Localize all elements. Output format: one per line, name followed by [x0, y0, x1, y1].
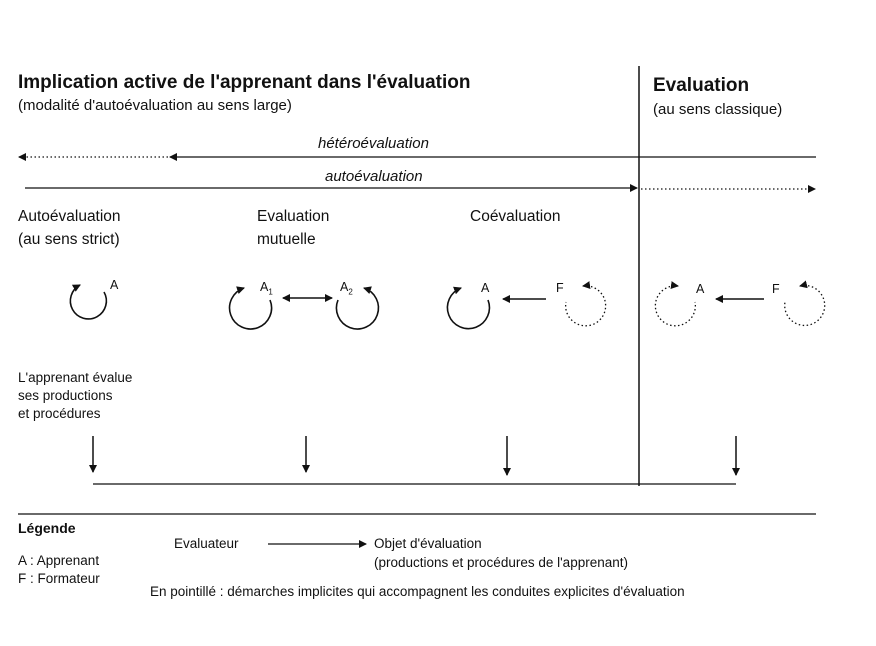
- node-a2-sub: 2: [348, 287, 353, 297]
- right-title: Evaluation: [653, 75, 750, 96]
- col-mutual-line1: Evaluation: [257, 208, 330, 225]
- description-line1: L'apprenant évalue: [18, 370, 133, 385]
- node-classic-f: F: [772, 282, 780, 296]
- loop-classic-f: [785, 285, 825, 325]
- left-subtitle: (modalité d'autoévaluation au sens large): [18, 97, 292, 114]
- loop-coeval-f: [566, 286, 606, 326]
- node-a2-base: A: [340, 280, 349, 294]
- node-classic-a: A: [696, 282, 705, 296]
- col-mutual-line2: mutuelle: [257, 231, 316, 248]
- node-a1: [260, 280, 273, 297]
- node-a1-sub: 1: [268, 287, 273, 297]
- right-subtitle: (au sens classique): [653, 101, 783, 118]
- node-coeval-f: F: [556, 281, 564, 295]
- node-auto-a: A: [110, 278, 119, 292]
- description-line2: ses productions: [18, 388, 113, 403]
- description-line3: et procédures: [18, 406, 101, 421]
- legend-formateur: F : Formateur: [18, 571, 100, 586]
- legend-evaluateur: Evaluateur: [174, 536, 239, 551]
- col-coevaluation: Coévaluation: [470, 208, 561, 225]
- legend-objet-detail: (productions et procédures de l'apprenant): [374, 555, 628, 570]
- legend-title: Légende: [18, 520, 76, 536]
- loop-auto-a: [70, 285, 106, 319]
- legend-apprenant: A : Apprenant: [18, 553, 100, 568]
- node-a1-base: A: [260, 280, 269, 294]
- auto-label: autoévaluation: [325, 168, 423, 185]
- legend-pointille: En pointillé : démarches implicites qui accompagnent les conduites explicites d'évaluation: [150, 584, 685, 599]
- left-title: Implication active de l'apprenant dans l'évaluation: [18, 72, 471, 93]
- col-auto-strict-line1: Autoévaluation: [18, 208, 121, 225]
- node-coeval-a: A: [481, 281, 490, 295]
- legend-objet: Objet d'évaluation: [374, 536, 482, 551]
- loop-classic-a: [655, 286, 695, 326]
- col-auto-strict-line2: (au sens strict): [18, 231, 120, 248]
- node-a2: [340, 280, 353, 297]
- hetero-label: hétéroévaluation: [318, 135, 429, 152]
